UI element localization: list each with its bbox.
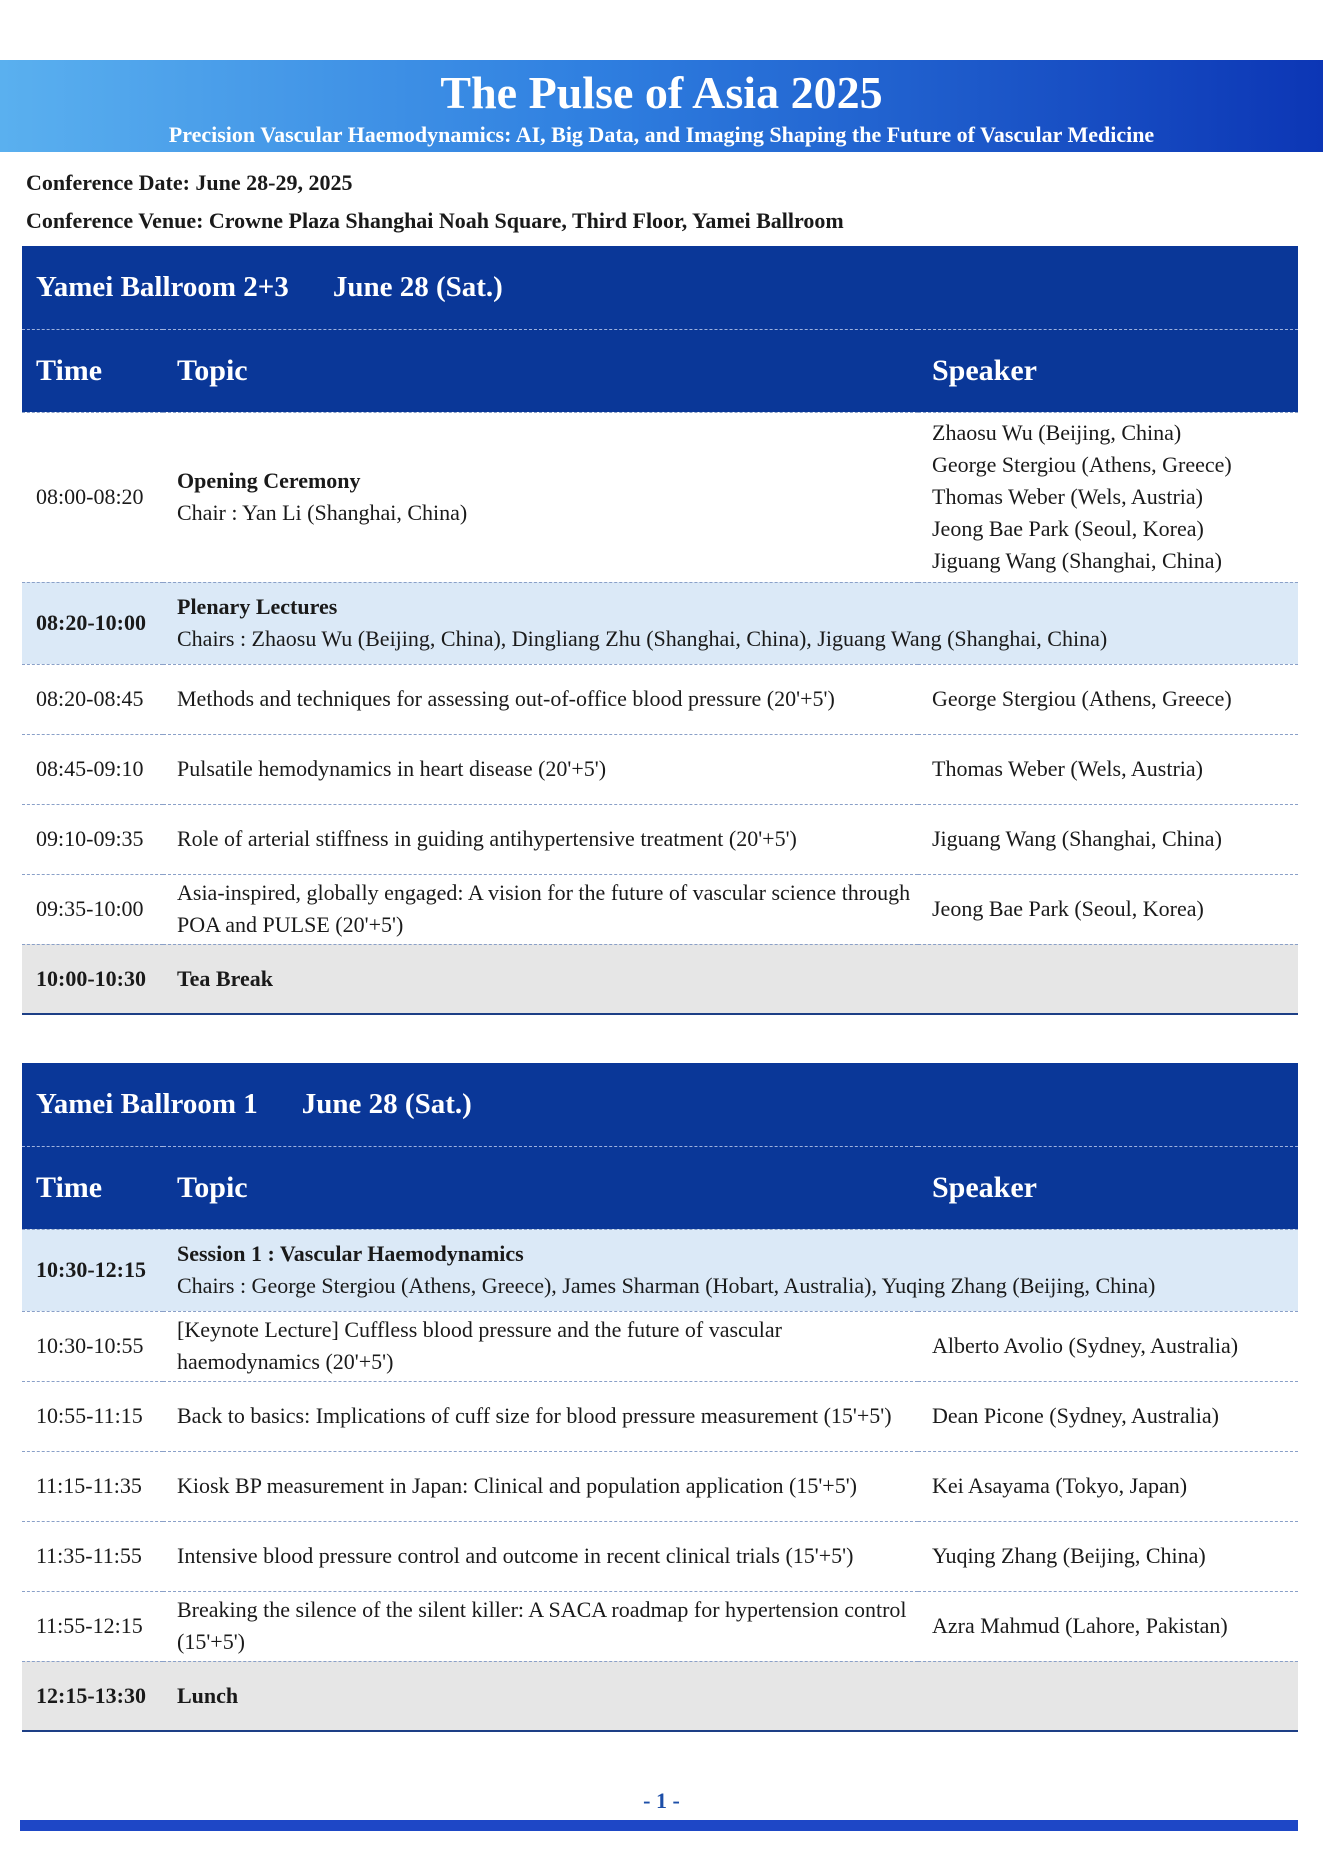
column-header-topic: Topic bbox=[163, 329, 918, 412]
table-row-break bbox=[22, 944, 1298, 1014]
session-chairs: Chairs : Zhaosu Wu (Beijing, China), Dingliang Zhu (Shanghai, China), Jiguang Wang (Shanghai, China) bbox=[177, 626, 1108, 651]
table-row bbox=[22, 1311, 1298, 1381]
session-title: Plenary Lectures bbox=[177, 594, 338, 619]
talk-time: 08:45-09:10 bbox=[36, 756, 144, 781]
talk-time: 11:35-11:55 bbox=[36, 1543, 142, 1568]
opening-chair: Chair : Yan Li (Shanghai, China) bbox=[177, 500, 468, 525]
talk-time: 09:35-10:00 bbox=[36, 896, 144, 921]
talk-speaker: Jeong Bae Park (Seoul, Korea) bbox=[932, 896, 1204, 921]
talk-topic: Intensive blood pressure control and outcome in recent clinical trials (15'+5') bbox=[177, 1543, 854, 1568]
session-title: Session 1 : Vascular Haemodynamics bbox=[177, 1241, 524, 1266]
page-number: - 1 - bbox=[643, 1788, 680, 1813]
conference-venue: Conference Venue: Crowne Plaza Shanghai Noah Square, Third Floor, Yamei Ballroom bbox=[26, 208, 844, 233]
conference-title: The Pulse of Asia 2025 bbox=[440, 67, 883, 118]
talk-topic: [Keynote Lecture] Cuffless blood pressure and the future of vascular haemodynamics (20'+5') bbox=[177, 1317, 782, 1374]
footer-bar bbox=[20, 1820, 1298, 1831]
column-header-speaker: Speaker bbox=[918, 1146, 1298, 1229]
talk-speaker: Alberto Avolio (Sydney, Australia) bbox=[932, 1333, 1239, 1358]
break-time: 12:15-13:30 bbox=[22, 1661, 163, 1731]
talk-time: 11:15-11:35 bbox=[36, 1473, 142, 1498]
table-row bbox=[22, 1381, 1298, 1451]
room-day: June 28 (Sat.) bbox=[301, 1088, 472, 1121]
talk-topic: Methods and techniques for assessing out-of-office blood pressure (20'+5') bbox=[177, 686, 835, 711]
room-day: June 28 (Sat.) bbox=[332, 271, 503, 304]
row-topic bbox=[163, 412, 918, 582]
room-name: Yamei Ballroom 1 bbox=[36, 1088, 258, 1121]
table-row bbox=[22, 734, 1298, 804]
break-label: Tea Break bbox=[163, 944, 1298, 1014]
column-header-topic: Topic bbox=[163, 1146, 918, 1229]
table-row bbox=[22, 1451, 1298, 1521]
session-time: 08:20-10:00 bbox=[22, 582, 163, 664]
talk-speaker: Jiguang Wang (Shanghai, China) bbox=[932, 826, 1222, 851]
talk-time: 08:20-08:45 bbox=[36, 686, 144, 711]
talk-speaker: Kei Asayama (Tokyo, Japan) bbox=[932, 1473, 1188, 1498]
session-info bbox=[163, 1229, 1298, 1311]
session-info bbox=[163, 582, 1298, 664]
table-row-opening bbox=[22, 412, 1298, 582]
table-row bbox=[22, 664, 1298, 734]
table-row bbox=[22, 1521, 1298, 1591]
title-banner bbox=[0, 60, 1323, 152]
talk-speaker: George Stergiou (Athens, Greece) bbox=[932, 686, 1232, 711]
talk-time: 09:10-09:35 bbox=[36, 826, 144, 851]
speaker-line: George Stergiou (Athens, Greece) bbox=[932, 452, 1232, 477]
talk-topic: Back to basics: Implications of cuff size for blood pressure measurement (15'+5') bbox=[177, 1403, 892, 1428]
row-speakers bbox=[918, 412, 1298, 582]
column-header-time: Time bbox=[22, 329, 163, 412]
talk-topic: Role of arterial stiffness in guiding antihypertensive treatment (20'+5') bbox=[177, 826, 797, 851]
column-header-time: Time bbox=[22, 1146, 163, 1229]
table-row bbox=[22, 874, 1298, 944]
talk-speaker: Yuqing Zhang (Beijing, China) bbox=[932, 1543, 1206, 1568]
conference-subtitle: Precision Vascular Haemodynamics: AI, Big Data, and Imaging Shaping the Future of Vascular Medicine bbox=[168, 122, 1155, 147]
talk-time: 11:55-12:15 bbox=[36, 1613, 143, 1638]
speaker-line: Jeong Bae Park (Seoul, Korea) bbox=[932, 516, 1204, 541]
speaker-line: Zhaosu Wu (Beijing, China) bbox=[932, 420, 1182, 445]
speaker-line: Thomas Weber (Wels, Austria) bbox=[932, 484, 1203, 509]
talk-speaker: Azra Mahmud (Lahore, Pakistan) bbox=[932, 1613, 1228, 1638]
talk-topic: Breaking the silence of the silent killer: A SACA roadmap for hypertension control (15'+5') bbox=[177, 1597, 907, 1654]
schedule-table-ballroom-2-3 bbox=[22, 246, 1298, 1015]
session-chairs: Chairs : George Stergiou (Athens, Greece), James Sharman (Hobart, Australia), Yuqing Zhang (Beijing, China) bbox=[177, 1273, 1156, 1298]
table-row bbox=[22, 1591, 1298, 1661]
talk-time: 10:55-11:15 bbox=[36, 1403, 143, 1428]
talk-topic: Asia-inspired, globally engaged: A vision for the future of vascular science through POA and PULSE (20'+5') bbox=[177, 880, 911, 937]
table-row-session bbox=[22, 582, 1298, 664]
talk-time: 10:30-10:55 bbox=[36, 1333, 144, 1358]
talk-topic: Pulsatile hemodynamics in heart disease (20'+5') bbox=[177, 756, 607, 781]
room-header bbox=[22, 1063, 1298, 1146]
talk-speaker: Thomas Weber (Wels, Austria) bbox=[932, 756, 1203, 781]
room-header bbox=[22, 246, 1298, 329]
break-label: Lunch bbox=[163, 1661, 1298, 1731]
table-row bbox=[22, 804, 1298, 874]
speaker-line: Jiguang Wang (Shanghai, China) bbox=[932, 548, 1222, 573]
conference-date: Conference Date: June 28-29, 2025 bbox=[26, 170, 353, 195]
schedule-table-ballroom-1 bbox=[22, 1063, 1298, 1732]
column-header-speaker: Speaker bbox=[918, 329, 1298, 412]
talk-topic: Kiosk BP measurement in Japan: Clinical and population application (15'+5') bbox=[177, 1473, 858, 1498]
row-time: 08:00-08:20 bbox=[36, 484, 144, 509]
break-time: 10:00-10:30 bbox=[22, 944, 163, 1014]
table-row-session bbox=[22, 1229, 1298, 1311]
session-time: 10:30-12:15 bbox=[22, 1229, 163, 1311]
table-row-break bbox=[22, 1661, 1298, 1731]
room-name: Yamei Ballroom 2+3 bbox=[36, 271, 289, 304]
opening-title: Opening Ceremony bbox=[177, 468, 361, 493]
talk-speaker: Dean Picone (Sydney, Australia) bbox=[932, 1403, 1219, 1428]
